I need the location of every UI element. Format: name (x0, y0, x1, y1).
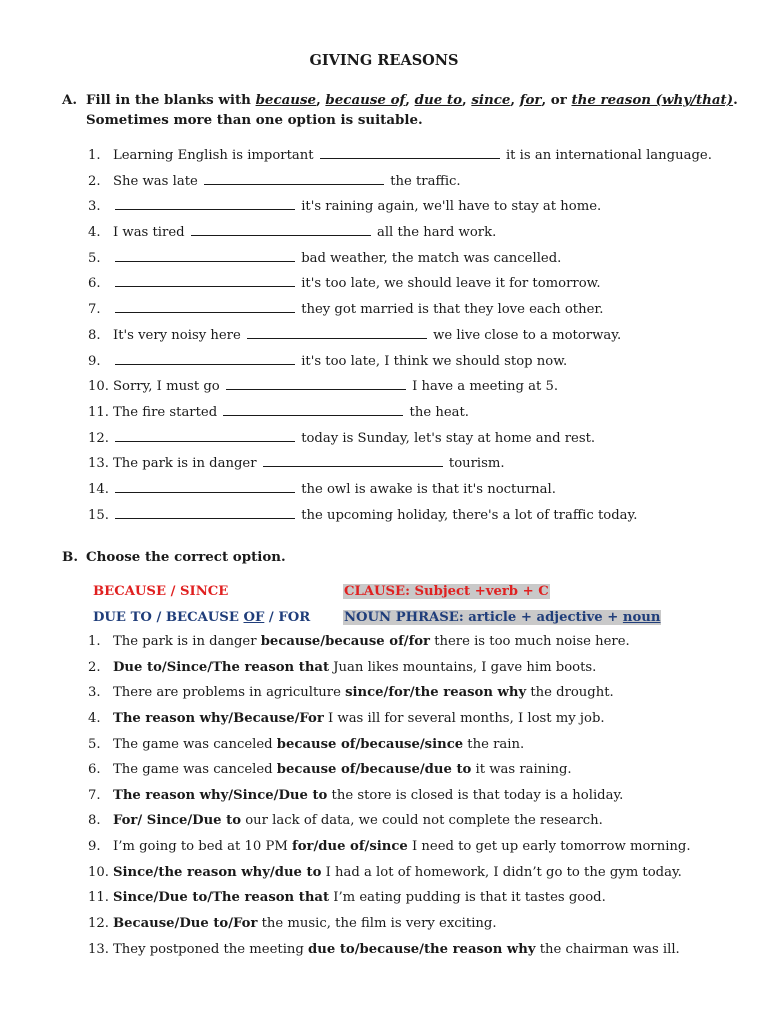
item-text-before: The game was canceled (113, 736, 277, 752)
legend-text: DUE TO / BECAUSE (93, 610, 244, 625)
exercise-a-item (88, 172, 712, 198)
exercise-b-item (88, 786, 691, 812)
item-number: 13. (88, 456, 109, 472)
choice-options[interactable]: since/for/the reason why (345, 685, 527, 701)
exercise-a-item (88, 326, 712, 352)
choice-options[interactable]: Since/the reason why/due to (113, 864, 322, 880)
answer-blank[interactable] (191, 224, 371, 236)
item-text-after: the store is closed is that today is a holiday. (327, 787, 624, 803)
item-number: 3. (88, 199, 101, 215)
answer-blank[interactable] (115, 507, 295, 519)
legend-text: NOUN PHRASE: article + adjective + (344, 610, 623, 625)
exercise-a-item (88, 274, 712, 300)
legend-noun: noun (622, 610, 661, 625)
item-number: 1. (88, 634, 101, 649)
item-number: 13. (88, 941, 109, 957)
choice-options[interactable]: Due to/Since/The reason that (113, 659, 330, 675)
legend-text: / FOR (264, 610, 311, 625)
item-number: 3. (88, 685, 101, 701)
item-number: 10. (88, 379, 109, 395)
item-number: 1. (88, 148, 101, 163)
exercise-b-item (88, 837, 691, 863)
choice-options[interactable]: The reason why/Since/Due to (113, 787, 328, 803)
item-text-after: the music, the film is very exciting. (257, 916, 497, 932)
answer-blank[interactable] (115, 198, 295, 210)
section-b-letter: B. (62, 549, 78, 565)
item-number: 11. (88, 890, 109, 906)
item-text-after: I had a lot of homework, I didn’t go to the gym today. (321, 864, 682, 880)
exercise-a-item (88, 403, 712, 429)
answer-blank[interactable] (115, 430, 295, 442)
item-number: 9. (88, 353, 101, 369)
separator: , (462, 92, 472, 108)
item-number: 4. (88, 710, 101, 726)
item-number: 2. (88, 659, 101, 675)
item-text-before: Sorry, I must go (113, 379, 224, 395)
separator: , (405, 92, 415, 108)
choice-options[interactable]: due to/because/the reason why (308, 941, 536, 957)
item-text-after: I have a meeting at 5. (407, 379, 559, 395)
answer-blank[interactable] (223, 404, 403, 416)
item-text-after: the owl is awake is that it's nocturnal. (297, 481, 556, 497)
item-text-after: tourism. (444, 456, 505, 472)
section-a-list (88, 146, 712, 531)
item-number: 8. (88, 813, 101, 829)
item-number: 12. (88, 430, 109, 446)
choice-options[interactable]: for/due of/since (292, 839, 408, 855)
item-number: 6. (88, 276, 101, 292)
page-title: GIVING REASONS (309, 52, 459, 69)
item-text-before: Learning English is important (113, 148, 318, 163)
exercise-a-item (88, 480, 712, 506)
option-the-reason: the reason (why/that) (571, 92, 734, 108)
item-text-after: bad weather, the match was cancelled. (297, 250, 562, 266)
section-a-letter: A. (62, 92, 78, 108)
item-number: 7. (88, 302, 101, 318)
exercise-a-item (88, 223, 712, 249)
separator: , (510, 92, 520, 108)
exercise-a-item (88, 352, 712, 378)
exercise-b-item (88, 760, 691, 786)
choice-options[interactable]: because of/because/since (276, 736, 464, 752)
item-text-before: There are problems in agriculture (113, 685, 346, 701)
item-text-before: I was tired (113, 225, 189, 241)
option-due-to: due to (414, 92, 463, 108)
exercise-b-item (88, 632, 691, 658)
exercise-b-item (88, 940, 691, 966)
exercise-a-item (88, 197, 712, 223)
choice-options[interactable]: Since/Due to/The reason that (113, 890, 330, 906)
item-number: 4. (88, 225, 101, 241)
choice-options[interactable]: because of/because/due to (276, 762, 472, 778)
answer-blank[interactable] (115, 301, 295, 313)
option-because: because (255, 92, 317, 108)
item-text-before: It's very noisy here (113, 327, 245, 343)
exercise-b-item (88, 863, 691, 889)
item-number: 11. (88, 404, 109, 420)
answer-blank[interactable] (115, 353, 295, 365)
section-a-heading (62, 90, 738, 130)
item-text-after: the chairman was ill. (535, 941, 680, 957)
answer-blank[interactable] (115, 481, 295, 493)
item-text-after: it was raining. (471, 762, 572, 778)
exercise-a-item (88, 146, 712, 172)
item-text-after: the rain. (463, 736, 525, 752)
item-text-before: The fire started (113, 404, 222, 420)
item-number: 5. (88, 736, 101, 752)
item-text-before: She was late (113, 173, 203, 189)
answer-blank[interactable] (115, 250, 295, 262)
exercise-b-item (88, 888, 691, 914)
section-a-instruction-prefix: Fill in the blanks with (86, 92, 256, 108)
item-number: 15. (88, 507, 109, 523)
item-text-after: it's too late, I think we should stop now. (297, 353, 568, 369)
item-number: 10. (88, 864, 109, 880)
section-b-heading (62, 547, 286, 567)
item-number: 9. (88, 839, 101, 855)
item-number: 5. (88, 250, 101, 266)
item-text-after: the heat. (405, 404, 469, 420)
item-text-after: it's too late, we should leave it for tomorrow. (297, 276, 601, 292)
exercise-b-item (88, 709, 691, 735)
section-a-instruction-line2: Sometimes more than one option is suitable. (86, 112, 423, 128)
option-because-of: because of (325, 92, 406, 108)
choice-options[interactable]: because/because of/for (260, 634, 430, 649)
choice-options[interactable]: The reason why/Because/For (113, 710, 324, 726)
legend-because-since: BECAUSE / SINCE (93, 584, 229, 599)
answer-blank[interactable] (115, 275, 295, 287)
exercise-b-item (88, 735, 691, 761)
item-text-before: The game was canceled (113, 762, 277, 778)
separator: , or (541, 92, 572, 108)
item-text-after: our lack of data, we could not complete the research. (241, 813, 603, 829)
exercise-a-item (88, 300, 712, 326)
legend-of: OF (243, 610, 265, 625)
answer-blank[interactable] (247, 327, 427, 339)
item-text-after: Juan likes mountains, I gave him boots. (329, 659, 597, 675)
exercise-b-item (88, 683, 691, 709)
item-text-after: the traffic. (386, 173, 461, 189)
item-text-before: The park is in danger (113, 634, 261, 649)
item-number: 14. (88, 481, 109, 497)
legend-noun-phrase-text (343, 610, 661, 625)
item-text-after: the drought. (526, 685, 614, 701)
item-text-after: the upcoming holiday, there's a lot of traffic today. (297, 507, 638, 523)
answer-blank[interactable] (320, 147, 500, 159)
item-text-after: we live close to a motorway. (428, 327, 622, 343)
legend-clause (343, 583, 550, 601)
option-for: for (519, 92, 542, 108)
item-text-after: today is Sunday, let's stay at home and rest. (297, 430, 596, 446)
answer-blank[interactable] (226, 378, 406, 390)
item-text-after: they got married is that they love each other. (297, 302, 604, 318)
item-text-after: there is too much noise here. (430, 634, 630, 649)
exercise-a-item (88, 506, 712, 532)
item-number: 2. (88, 173, 101, 189)
legend-clause-text: CLAUSE: Subject +verb + C (344, 584, 549, 599)
item-text-after: I’m eating pudding is that it tastes good. (329, 890, 606, 906)
option-since: since (471, 92, 511, 108)
item-text-after: it's raining again, we'll have to stay at home. (297, 199, 602, 215)
legend-due-to-because-of-for (93, 609, 310, 627)
exercise-a-item (88, 429, 712, 455)
choice-options[interactable]: Because/Due to/For (113, 916, 258, 932)
item-text-before: They postponed the meeting (113, 941, 309, 957)
item-number: 7. (88, 787, 101, 803)
separator: . (733, 92, 738, 108)
item-text-after: it is an international language. (501, 148, 712, 163)
section-b-instruction: Choose the correct option. (86, 549, 286, 565)
answer-blank[interactable] (204, 173, 384, 185)
item-number: 12. (88, 916, 109, 932)
exercise-a-item (88, 249, 712, 275)
section-a-line1 (62, 90, 738, 110)
item-text-before: The park is in danger (113, 456, 261, 472)
item-text-before: I’m going to bed at 10 PM (113, 839, 293, 855)
exercise-b-item (88, 914, 691, 940)
exercise-a-item (88, 377, 712, 403)
item-text-after: I was ill for several months, I lost my job. (323, 710, 605, 726)
item-text-after: I need to get up early tomorrow morning. (407, 839, 691, 855)
item-number: 8. (88, 327, 101, 343)
section-b-list (88, 632, 691, 965)
exercise-a-item (88, 454, 712, 480)
answer-blank[interactable] (263, 455, 443, 467)
item-text-after: all the hard work. (372, 225, 497, 241)
exercise-b-item (88, 811, 691, 837)
separator: , (316, 92, 326, 108)
choice-options[interactable]: For/ Since/Due to (113, 813, 242, 829)
item-number: 6. (88, 762, 101, 778)
legend-noun-phrase (343, 609, 661, 627)
exercise-b-item (88, 658, 691, 684)
